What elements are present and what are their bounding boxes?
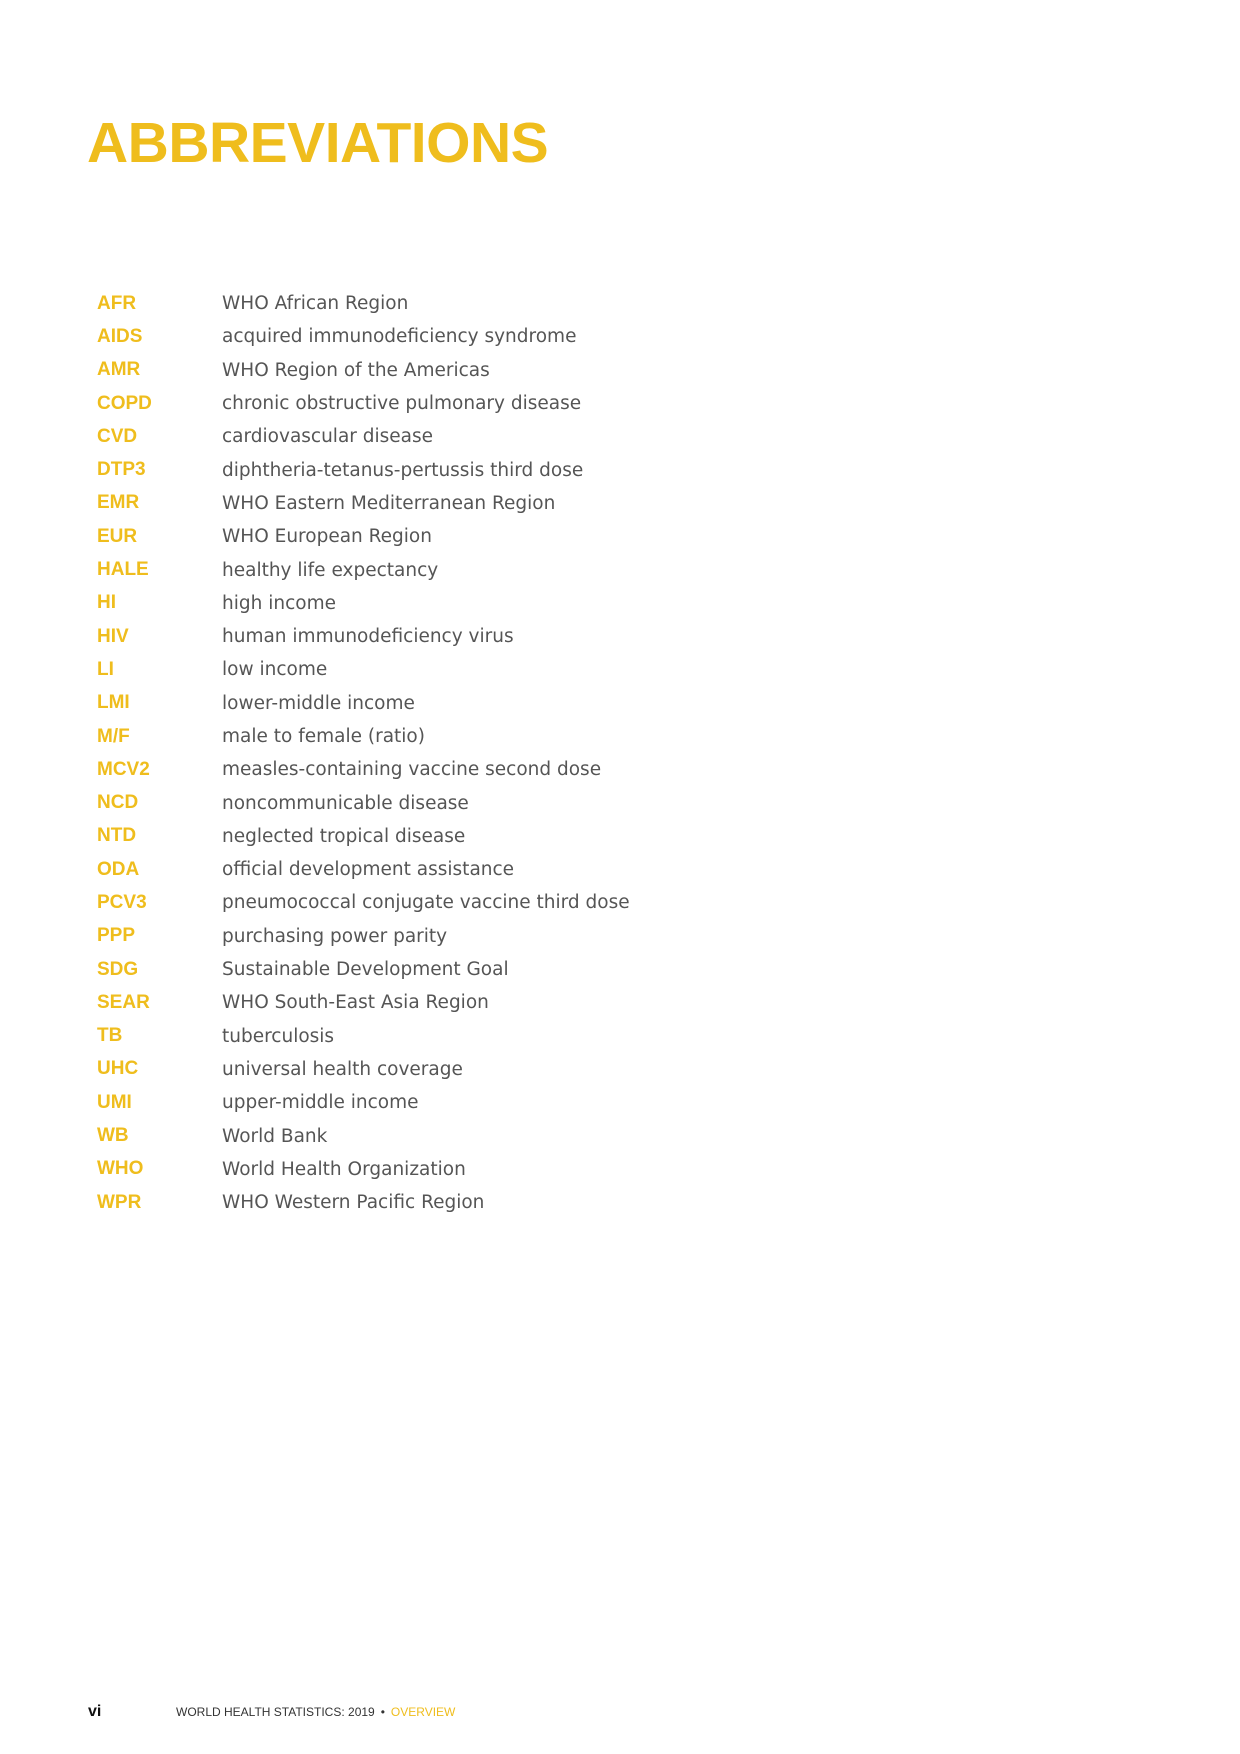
abbreviation-row — [97, 320, 797, 353]
abbreviation-term: WB — [97, 1125, 129, 1147]
abbreviation-term: LMI — [97, 692, 130, 714]
abbreviation-row — [97, 1020, 797, 1053]
abbreviation-definition: noncommunicable disease — [222, 792, 469, 814]
abbreviation-definition: human immunodeficiency virus — [222, 626, 514, 648]
abbreviation-term: HI — [97, 592, 116, 614]
abbreviation-term: UHC — [97, 1058, 139, 1080]
abbreviation-row — [97, 453, 797, 486]
abbreviation-row — [97, 853, 797, 886]
abbreviation-term: NCD — [97, 792, 139, 814]
abbreviation-definition: WHO Western Pacific Region — [222, 1192, 485, 1214]
abbreviation-row — [97, 687, 797, 720]
abbreviation-definition: chronic obstructive pulmonary disease — [222, 393, 582, 415]
abbreviation-term: EUR — [97, 525, 138, 547]
abbreviation-row — [97, 753, 797, 786]
abbreviation-term: PCV3 — [97, 891, 147, 913]
abbreviation-term: TB — [97, 1025, 123, 1047]
running-footer — [176, 1700, 455, 1724]
abbreviation-row — [97, 354, 797, 387]
abbreviation-list — [97, 287, 797, 1219]
abbreviation-row — [97, 1053, 797, 1086]
abbreviation-term: AMR — [97, 359, 141, 381]
abbreviation-definition: universal health coverage — [222, 1058, 463, 1080]
abbreviation-row — [97, 886, 797, 919]
abbreviation-definition: WHO Region of the Americas — [222, 359, 490, 381]
abbreviation-row — [97, 587, 797, 620]
abbreviation-definition: World Bank — [222, 1125, 328, 1147]
abbreviation-row — [97, 786, 797, 819]
abbreviation-definition: high income — [222, 592, 336, 614]
abbreviation-definition: purchasing power parity — [222, 925, 448, 947]
footer-bullet: • — [380, 1705, 385, 1719]
abbreviation-row — [97, 420, 797, 453]
abbreviation-term: CVD — [97, 425, 138, 447]
abbreviation-row — [97, 653, 797, 686]
abbreviation-term: SDG — [97, 958, 139, 980]
abbreviation-row — [97, 520, 797, 553]
abbreviation-term: COPD — [97, 392, 152, 414]
abbreviation-definition: World Health Organization — [222, 1158, 466, 1180]
page-title: ABBREVIATIONS — [87, 111, 549, 175]
abbreviation-definition: WHO Eastern Mediterranean Region — [222, 492, 556, 514]
abbreviation-term: M/F — [97, 725, 130, 747]
abbreviation-term: NTD — [97, 825, 137, 847]
page-number: vi — [88, 1703, 102, 1720]
abbreviation-definition: neglected tropical disease — [222, 825, 466, 847]
abbreviation-row — [97, 387, 797, 420]
abbreviation-term: WPR — [97, 1191, 142, 1213]
abbreviation-term: AFR — [97, 292, 137, 314]
abbreviation-definition: low income — [222, 659, 328, 681]
abbreviation-definition: male to female (ratio) — [222, 726, 425, 747]
abbreviation-definition: acquired immunodeficiency syndrome — [222, 326, 577, 348]
abbreviation-row — [97, 1119, 797, 1152]
abbreviation-definition: official development assistance — [222, 859, 515, 881]
abbreviation-term: UMI — [97, 1091, 132, 1113]
abbreviation-row — [97, 1153, 797, 1186]
publication-title: WORLD HEALTH STATISTICS: 2019 — [176, 1705, 375, 1719]
abbreviation-definition: tuberculosis — [222, 1025, 335, 1047]
abbreviation-row — [97, 986, 797, 1019]
abbreviation-definition: WHO African Region — [222, 293, 409, 315]
abbreviation-term: AIDS — [97, 325, 143, 347]
abbreviation-definition: lower-middle income — [222, 692, 415, 714]
abbreviation-definition: diphtheria-tetanus-pertussis third dose — [222, 459, 584, 481]
abbreviation-definition: WHO South-East Asia Region — [222, 992, 489, 1014]
abbreviation-term: EMR — [97, 492, 140, 514]
abbreviation-definition: pneumococcal conjugate vaccine third dose — [222, 892, 630, 914]
abbreviation-row — [97, 620, 797, 653]
abbreviation-term: SEAR — [97, 991, 150, 1013]
abbreviation-row — [97, 820, 797, 853]
abbreviation-term: HIV — [97, 625, 129, 647]
section-name: OVERVIEW — [390, 1705, 456, 1719]
abbreviation-term: LI — [97, 658, 114, 680]
abbreviation-row — [97, 720, 797, 753]
abbreviation-term: WHO — [97, 1158, 144, 1180]
abbreviation-term: MCV2 — [97, 758, 150, 780]
abbreviation-term: HALE — [97, 559, 149, 581]
abbreviation-definition: upper-middle income — [222, 1092, 419, 1114]
page-footer — [0, 1700, 1240, 1724]
abbreviation-definition: WHO European Region — [222, 526, 432, 548]
abbreviation-definition: healthy life expectancy — [222, 559, 439, 581]
abbreviation-term: PPP — [97, 925, 136, 947]
abbreviation-row — [97, 1186, 797, 1219]
abbreviation-row — [97, 553, 797, 586]
abbreviation-definition: cardiovascular disease — [222, 426, 434, 448]
abbreviation-term: DTP3 — [97, 459, 146, 481]
abbreviation-definition: Sustainable Development Goal — [222, 959, 509, 981]
abbreviation-term: ODA — [97, 858, 140, 880]
abbreviation-definition: measles-containing vaccine second dose — [222, 759, 602, 781]
abbreviation-row — [97, 287, 797, 320]
abbreviation-row — [97, 953, 797, 986]
abbreviation-row — [97, 487, 797, 520]
abbreviation-row — [97, 1086, 797, 1119]
abbreviation-row — [97, 920, 797, 953]
